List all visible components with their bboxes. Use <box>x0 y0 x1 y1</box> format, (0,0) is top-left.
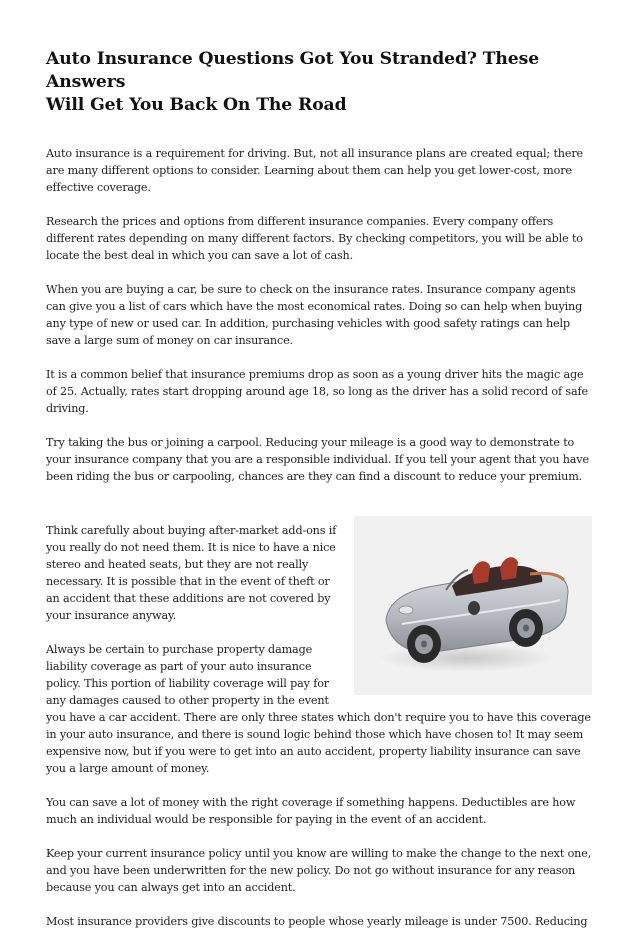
paragraph: Keep your current insurance policy until you know are willing to make the change to the next one, and you have been underwritten for the new policy. Do not go without insurance for any reason because you can always get into an accident. <box>46 847 592 894</box>
article <box>46 48 592 947</box>
paragraph: Think carefully about buying after-market add-ons if you really do not need them. It is nice to have a nice stereo and heated seats, but they are not really necessary. It is possible that in the event of theft or an accident that these additions are not covered by your insurance anyway. <box>46 524 337 622</box>
title-line-1: Auto Insurance Questions Got You Stranded? These Answers <box>46 49 540 92</box>
paragraph: Try taking the bus or joining a carpool. Reducing your mileage is a good way to demonstrate to your insurance company that you are a responsible individual. If you tell your agent that you have been riding the bus or carpooling, chances are they can find a discount to reduce your premium. <box>46 436 589 483</box>
paragraph: You can save a lot of money with the right coverage if something happens. Deductibles are how much an individual would be responsible for paying in the event of an accident. <box>46 796 576 826</box>
toy-car-image <box>354 516 592 695</box>
toy-convertible-car-icon <box>354 516 592 695</box>
title-line-2: Will Get You Back On The Road <box>46 95 347 115</box>
paragraph: When you are buying a car, be sure to check on the insurance rates. Insurance company agents can give you a list of cars which have the most economical rates. Doing so can help when buying any type of new or used car. In addition, purchasing vehicles with good safety ratings can help save a large sum of money on car insurance. <box>46 283 583 347</box>
paragraph: Research the prices and options from different insurance companies. Every company offers different rates depending on many different factors. By checking competitors, you will be able to locate the best deal in which you can save a lot of cash. <box>46 215 583 262</box>
article-title <box>46 48 592 117</box>
article-body <box>46 145 592 930</box>
paragraph: Auto insurance is a requirement for driving. But, not all insurance plans are created equal; there are many different options to consider. Learning about them can help you get lower-cost, more effective coverage. <box>46 147 583 194</box>
paragraph: Always be certain to purchase property damage liability coverage as part of your auto insurance policy. This portion of liability coverage will pay for any damages caused to other property in the event you have a car accident. There are only three states which don't require you to have this coverage in your auto insurance, and there is sound logic behind those which have chosen to! It may seem expensive now, but if you were to get into an auto accident, property liability insurance can save you a large amount of money. <box>46 643 591 775</box>
paragraph: Most insurance providers give discounts to people whose yearly mileage is under 7500. Reducing <box>46 915 588 928</box>
paragraph: It is a common belief that insurance premiums drop as soon as a young driver hits the magic age of 25. Actually, rates start dropping around age 18, so long as the driver has a solid record of safe driving. <box>46 368 588 415</box>
